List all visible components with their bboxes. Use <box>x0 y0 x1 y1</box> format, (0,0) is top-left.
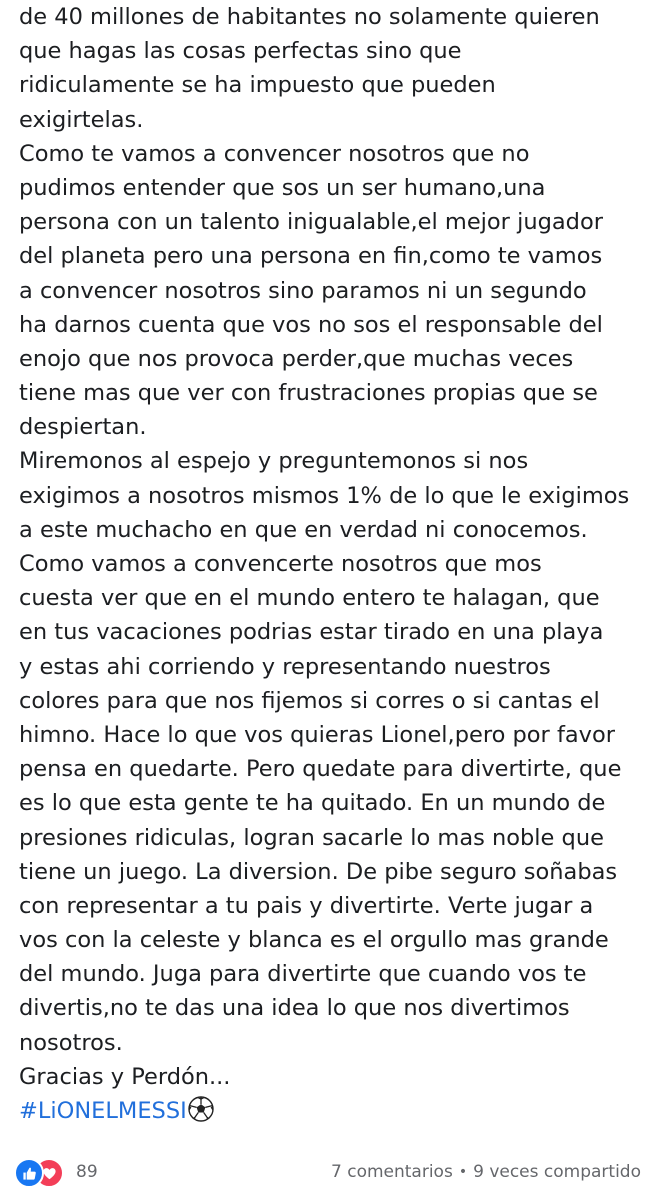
post-text-line: a este muchacho en que en verdad ni conocemos. <box>19 516 588 543</box>
hashtag-link-row <box>19 1094 644 1128</box>
comments-count-link[interactable]: 7 comentarios <box>331 1162 453 1182</box>
post-text-line: a convencer nosotros sino paramos ni un segundo <box>19 277 587 304</box>
post-body <box>19 0 644 1128</box>
post-text-line: que hagas las cosas perfectas sino que <box>19 38 462 65</box>
post-text-line: nosotros. <box>19 1029 123 1056</box>
post-text-line: es lo que esta gente te ha quitado. En un mundo de <box>19 790 606 817</box>
engagement-stats <box>331 1162 641 1182</box>
separator-dot: • <box>458 1164 468 1180</box>
post-footer <box>14 1156 641 1188</box>
post-text-line: ha darnos cuenta que vos no sos el responsable del <box>19 311 603 338</box>
post-text-line: himno. Hace lo que vos quieras Lionel,pero por favor <box>19 721 615 748</box>
post-text-line: Gracias y Perdón... <box>19 1063 231 1090</box>
post-text-line: despiertan. <box>19 414 147 441</box>
post-text-line: cuesta ver que en el mundo entero te halagan, que <box>19 585 600 612</box>
post-text-line: del mundo. Juga para divertirte que cuando vos te <box>19 961 587 988</box>
like-icon <box>14 1158 44 1188</box>
shares-count-link[interactable]: 9 veces compartido <box>473 1162 641 1182</box>
post-text-line: Como te vamos a convencer nosotros que no <box>19 140 530 167</box>
post-text-line: tiene un juego. La diversion. De pibe seguro soñabas <box>19 858 618 885</box>
post-text-line: Como vamos a convencerte nosotros que mos <box>19 551 542 577</box>
post-text-line: ridiculamente se ha impuesto que pueden <box>19 72 496 99</box>
post-text-line: y estas ahi corriendo y representando nuestros <box>19 653 551 680</box>
post-text-line: en tus vacaciones podrias estar tirado en una playa <box>19 619 604 646</box>
soccer-ball-icon <box>188 1096 214 1122</box>
post-text-line: divertis,no te das una idea lo que nos divertimos <box>19 995 570 1022</box>
post-text-line: del planeta pero una persona en fin,como te vamos <box>19 243 603 270</box>
post-text-line: exigirtelas. <box>19 106 144 133</box>
post-text-line: persona con un talento inigualable,el mejor jugador <box>19 209 603 236</box>
post-text-line: pudimos entender que sos un ser humano,una <box>19 174 546 201</box>
post-text-line: colores para que nos fijemos si corres o si cantas el <box>19 687 600 714</box>
post-text-line: de 40 millones de habitantes no solamente quieren <box>19 4 600 30</box>
post-text-line: tiene mas que ver con frustraciones propias que se <box>19 380 598 407</box>
post-text-line: con representar a tu pais y divertirte. Verte jugar a <box>19 892 594 919</box>
reaction-count: 89 <box>76 1162 98 1182</box>
post-text-line: vos con la celeste y blanca es el orgullo mas grande <box>19 927 609 954</box>
hashtag-link[interactable]: #LiONELMESSI <box>19 1098 187 1124</box>
reaction-icons <box>14 1158 64 1186</box>
post-text-line: presiones ridiculas, logran sacarle lo mas noble que <box>19 824 604 851</box>
reactions-summary[interactable] <box>14 1158 98 1186</box>
post-text-line: exigimos a nosotros mismos 1% de lo que le exigimos <box>19 482 630 509</box>
post-text-line: pensa en quedarte. Pero quedate para divertirte, que <box>19 756 622 783</box>
post-text-line: enojo que nos provoca perder,que muchas veces <box>19 345 574 372</box>
post-text-line: Miremonos al espejo y preguntemonos si nos <box>19 448 529 475</box>
